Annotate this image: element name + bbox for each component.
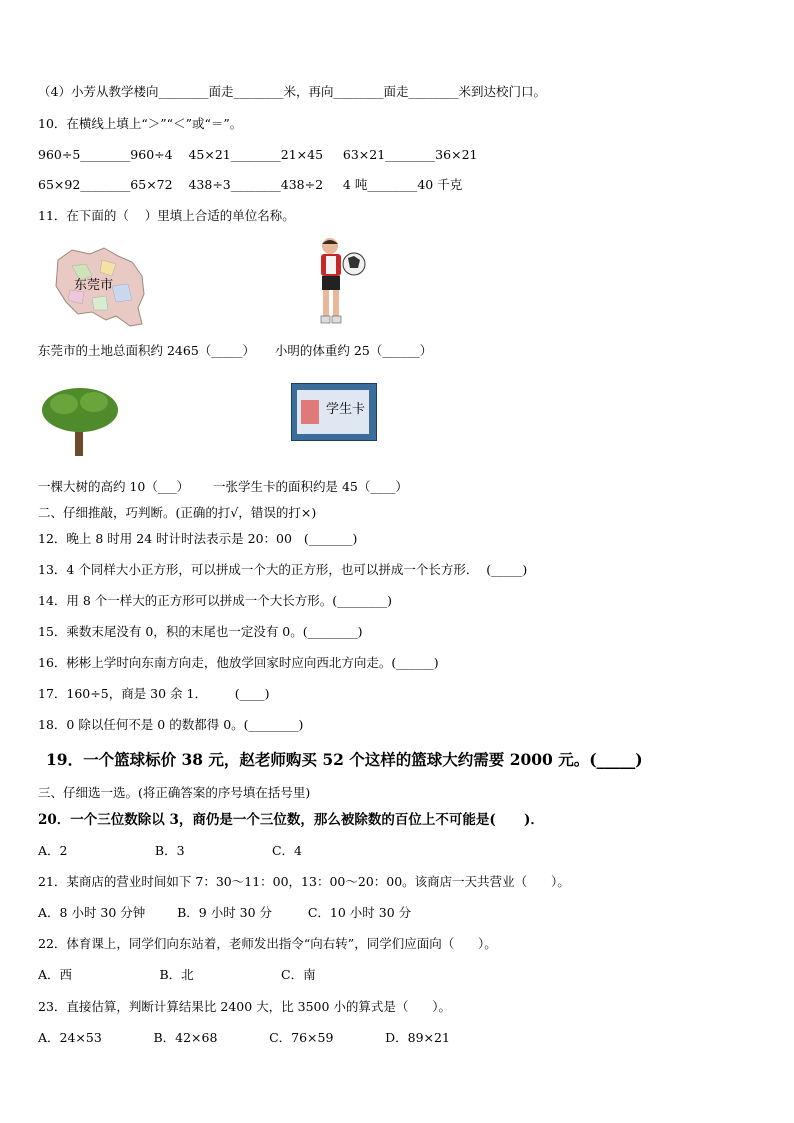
q16: 16．彬彬上学时向东南方向走，他放学回家时应向西北方向走。(______) [38,655,439,670]
tree-figure [40,386,120,458]
q11-stem: 11．在下面的（ ）里填上合适的单位名称。 [38,208,295,223]
q11-line-b: 一棵大树的高约 10（___） 一张学生卡的面积约是 45（____） [38,479,408,494]
section-3-heading: 三、仔细选一选。(将正确答案的序号填在括号里) [38,785,311,800]
section-2-heading: 二、仔细推敲，巧判断。(正确的打√，错误的打×) [38,505,317,520]
q19: 19．一个篮球标价 38 元，赵老师购买 52 个这样的篮球大约需要 2000 元。(_____) [46,750,643,769]
q23-options: A．24×53 B．42×68 C．76×59 D．89×21 [38,1030,450,1045]
card-label: 学生卡 [326,402,366,417]
q12: 12．晚上 8 时用 24 时计时法表示是 20：00 (_______) [38,531,358,546]
q9-part4: （4）小芳从教学楼向________面走________米，再向________面走________米到达校门口。 [38,84,546,99]
q10-row1: 960÷5________960÷4 45×21________21×45 63×21________36×21 [38,147,478,162]
q17: 17．160÷5，商是 30 余 1． (____) [38,686,270,701]
q11-line-a: 东莞市的土地总面积约 2465（_____） 小明的体重约 25（______） [38,343,433,358]
q13: 13．4 个同样大小正方形，可以拼成一个大的正方形，也可以拼成一个长方形． (_____) [38,562,528,577]
q18: 18．0 除以任何不是 0 的数都得 0。(________) [38,717,304,732]
q22: 22．体育课上，同学们向东站着，老师发出指令“向右转”，同学们应面向（ ）。 [38,936,497,951]
q15: 15．乘数末尾没有 0，积的末尾也一定没有 0。(________) [38,624,363,639]
q23: 23．直接估算，判断计算结果比 2400 大，比 3500 小的算式是（ ）。 [38,999,452,1014]
q14: 14．用 8 个一样大的正方形可以拼成一个大长方形。(________) [38,593,393,608]
boy-with-ball-figure [312,236,368,330]
q21-options: A．8 小时 30 分钟 B．9 小时 30 分 C．10 小时 30 分 [38,905,412,920]
q10-stem: 10．在横线上填上“＞”“＜”或“＝”。 [38,116,243,131]
q21: 21．某商店的营业时间如下 7：30～11：00，13：00～20：00。该商店一天共营业（ ）。 [38,874,570,889]
q10-row2: 65×92________65×72 438÷3________438÷2 4 吨________40 千克 [38,177,463,192]
student-card-figure [291,383,377,441]
dongguan-map-figure [52,246,148,330]
q20: 20．一个三位数除以 3，商仍是一个三位数，那么被除数的百位上不可能是( )． [38,812,544,828]
map-label: 东莞市 [74,278,114,293]
q22-options: A．西 B．北 C．南 [38,967,316,982]
q20-options: A．2 B．3 C．4 [38,843,302,858]
